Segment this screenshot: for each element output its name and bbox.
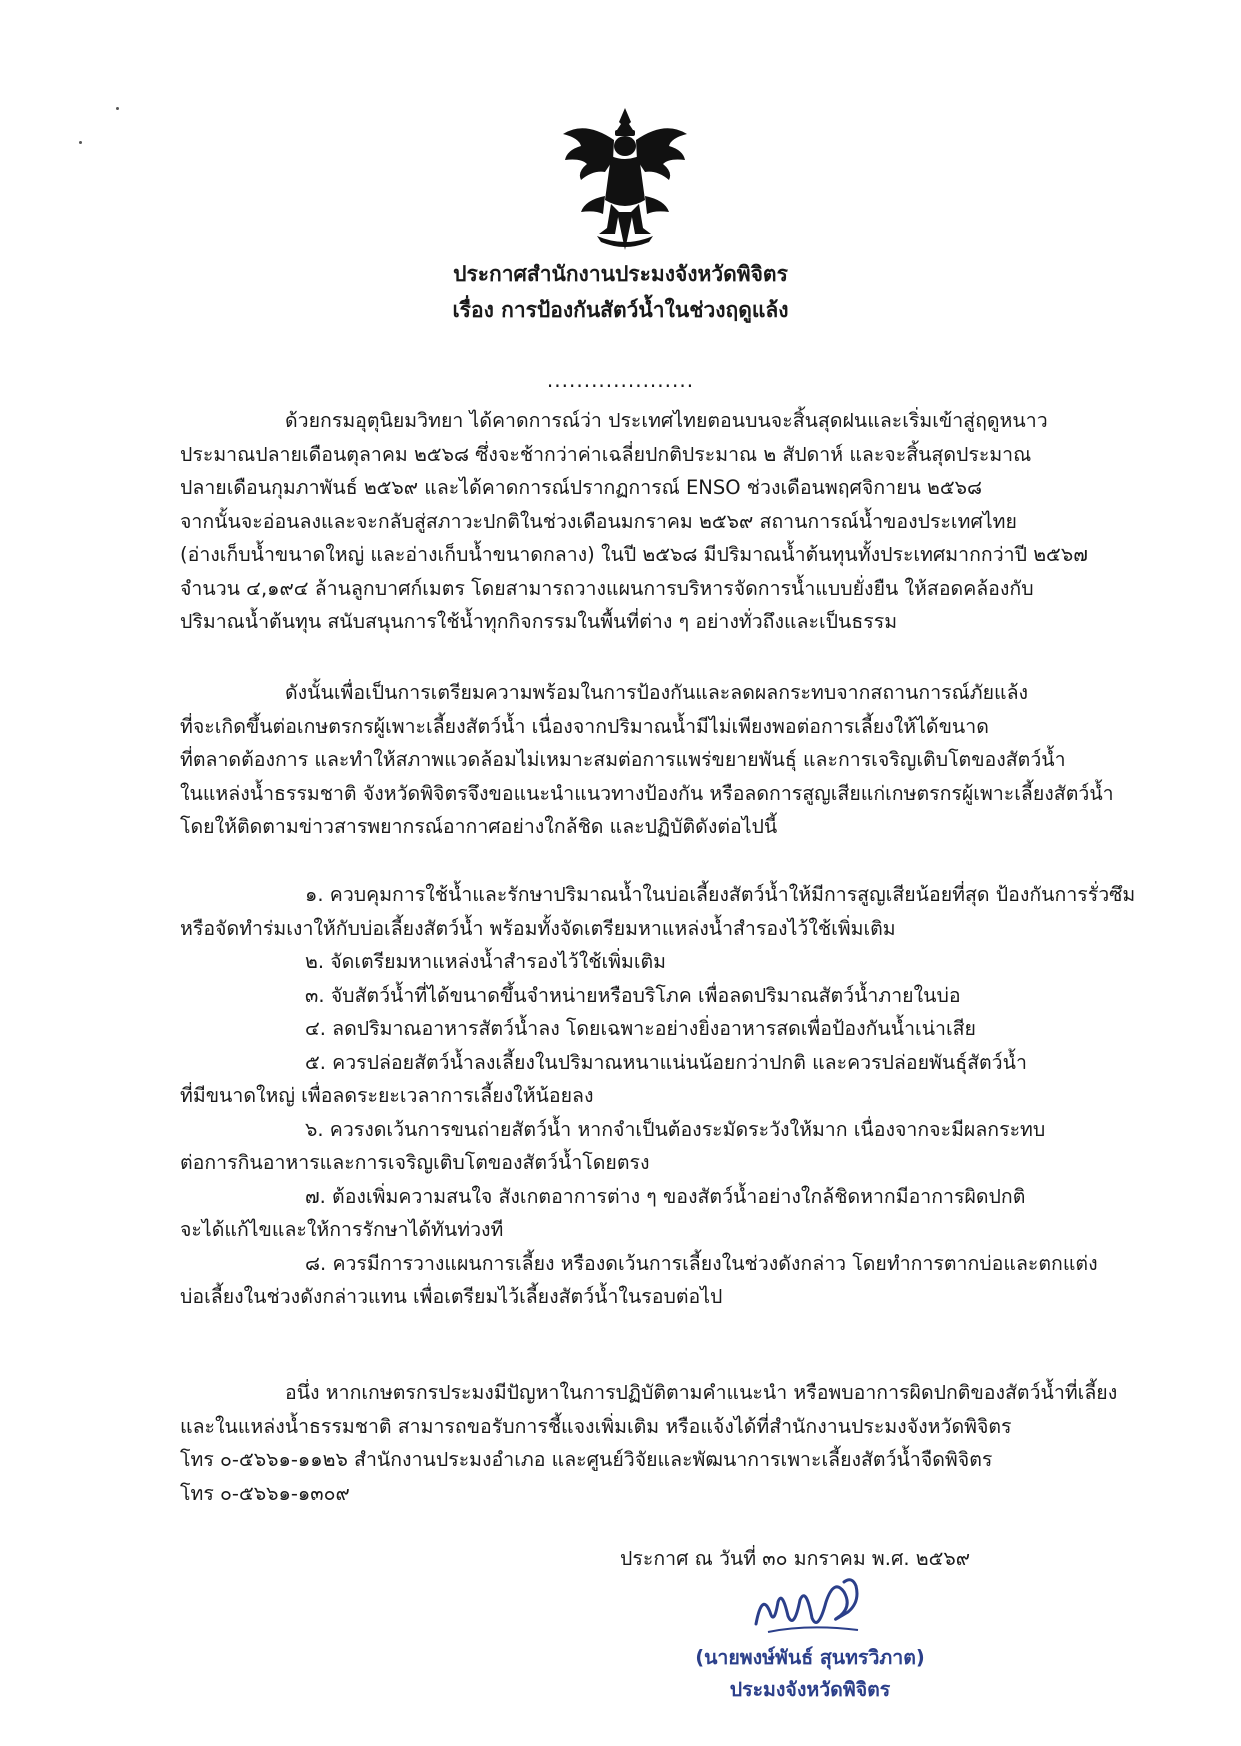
scan-speck — [116, 107, 119, 110]
paragraph-line: จากนั้นจะอ่อนลงและจะกลับสู่สภาวะปกติในช่วงเดือนมกราคม ๒๕๖๙ สถานการณ์น้ำของประเทศไทย — [180, 509, 1017, 533]
list-item: ๓. จับสัตว์น้ำที่ได้ขนาดขึ้นจำหน่ายหรือบริโภค เพื่อลดปริมาณสัตว์น้ำภายในบ่อ — [305, 983, 961, 1007]
paragraph-line: โทร ๐-๕๖๖๑-๑๑๒๖ สำนักงานประมงอำเภอ และศูนย์วิจัยและพัฒนาการเพาะเลี้ยงสัตว์น้ำจืดพิจิตร — [180, 1448, 993, 1471]
paragraph-line: จำนวน ๔,๑๙๔ ล้านลูกบาศก์เมตร โดยสามารถวางแผนการบริหารจัดการน้ำแบบยั่งยืน ให้สอดคล้องกับ — [180, 576, 1034, 600]
list-item: ๔. ลดปริมาณอาหารสัตว์น้ำลง โดยเฉพาะอย่างยิ่งอาหารสดเพื่อป้องกันน้ำเน่าเสีย — [305, 1017, 976, 1040]
paragraph-line: อนึ่ง หากเกษตรกรประมงมีปัญหาในการปฏิบัติตามคำแนะนำ หรือพบอาการผิดปกติของสัตว์น้ำที่เลี้ยง — [285, 1381, 1118, 1404]
garuda-emblem-icon — [555, 100, 695, 260]
scan-speck — [79, 141, 82, 144]
paragraph-line: ปริมาณน้ำต้นทุน สนับสนุนการใช้น้ำทุกกิจกรรมในพื้นที่ต่าง ๆ อย่างทั่วถึงและเป็นธรรม — [180, 610, 898, 633]
list-item: ๗. ต้องเพิ่มความสนใจ สังเกตอาการต่าง ๆ ของสัตว์น้ำอย่างใกล้ชิดหากมีอาการผิดปกติ — [305, 1184, 1026, 1208]
paragraph-line: ปลายเดือนกุมภาพันธ์ ๒๕๖๙ และได้คาดการณ์ปรากฏการณ์ ENSO ช่วงเดือนพฤศจิกายน ๒๕๖๘ — [180, 476, 983, 499]
list-item: ๖. ควรงดเว้นการขนถ่ายสัตว์น้ำ หากจำเป็นต้องระมัดระวังให้มาก เนื่องจากจะมีผลกระทบ — [305, 1117, 1046, 1141]
paragraph-purpose — [180, 676, 1120, 844]
paragraph-line: ด้วยกรมอุตุนิยมวิทยา ได้คาดการณ์ว่า ประเทศไทยตอนบนจะสิ้นสุดฝนและเริ่มเข้าสู่ฤดูหนาว — [285, 409, 1048, 432]
paragraph-line: ที่ตลาดต้องการ และทำให้สภาพแวดล้อมไม่เหมาะสมต่อการแพร่ขยายพันธุ์ และการเจริญเติบโตของสัตว์น้ำ — [180, 748, 1066, 771]
paragraph-line: (อ่างเก็บน้ำขนาดใหญ่ และอ่างเก็บน้ำขนาดกลาง) ในปี ๒๕๖๘ มีปริมาณน้ำต้นทุนทั้งประเทศมากกว่าปี ๒๕๖๗ — [180, 543, 1088, 566]
list-item-continuation: หรือจัดทำร่มเงาให้กับบ่อเลี้ยงสัตว์น้ำ พร้อมทั้งจัดเตรียมหาแหล่งน้ำสำรองไว้ใช้เพิ่มเติม — [180, 916, 896, 940]
list-item-continuation: ที่มีขนาดใหญ่ เพื่อลดระยะเวลาการเลี้ยงให้น้อยลง — [180, 1084, 594, 1107]
announcement-title: ประกาศสำนักงานประมงจังหวัดพิจิตร — [453, 262, 788, 286]
title-separator: .................... — [546, 368, 695, 392]
paragraph-line: และในแหล่งน้ำธรรมชาติ สามารถขอรับการชี้แจงเพิ่มเติม หรือแจ้งได้ที่สำนักงานประมงจังหวัดพิจิตร — [180, 1414, 1012, 1438]
signature-icon — [748, 1572, 878, 1642]
paragraph-line: โดยให้ติดตามข่าวสารพยากรณ์อากาศอย่างใกล้ชิด และปฏิบัติดังต่อไปนี้ — [180, 815, 778, 838]
list-item: ๘. ควรมีการวางแผนการเลี้ยง หรืองดเว้นการเลี้ยงในช่วงดังกล่าว โดยทำการตากบ่อและตกแต่ง — [305, 1251, 1098, 1275]
announcement-subject: เรื่อง การป้องกันสัตว์น้ำในช่วงฤดูแล้ง — [452, 298, 789, 322]
recommendation-list — [180, 878, 1136, 1314]
announcement-date: ประกาศ ณ วันที่ ๓๐ มกราคม พ.ศ. ๒๕๖๙ — [620, 1547, 970, 1570]
signer-title: ประมงจังหวัดพิจิตร — [729, 1678, 891, 1701]
paragraph-line: ที่จะเกิดขึ้นต่อเกษตรกรผู้เพาะเลี้ยงสัตว์น้ำ เนื่องจากปริมาณน้ำมีไม่เพียงพอต่อการเลี้ยงให้ได้ขนาด — [180, 714, 989, 738]
paragraph-line: โทร ๐-๕๖๖๑-๑๓๐๙ — [180, 1481, 350, 1505]
list-item-continuation: บ่อเลี้ยงในช่วงดังกล่าวแทน เพื่อเตรียมไว้เลี้ยงสัตว์น้ำในรอบต่อไป — [180, 1285, 723, 1308]
list-item: ๕. ควรปล่อยสัตว์น้ำลงเลี้ยงในปริมาณหนาแน่นน้อยกว่าปกติ และควรปล่อยพันธุ์สัตว์น้ำ — [305, 1050, 1027, 1074]
list-item-continuation: จะได้แก้ไขและให้การรักษาได้ทันท่วงที — [180, 1218, 504, 1241]
paragraph-contact — [180, 1376, 1120, 1510]
paragraph-line: ประมาณปลายเดือนตุลาคม ๒๕๖๘ ซึ่งจะช้ากว่าค่าเฉลี่ยปกติประมาณ ๒ สัปดาห์ และจะสิ้นสุดประมาณ — [180, 442, 1032, 466]
list-item: ๒. จัดเตรียมหาแหล่งน้ำสำรองไว้ใช้เพิ่มเติม — [305, 950, 667, 973]
signature-block — [660, 1642, 960, 1706]
paragraph-background — [180, 404, 1120, 639]
paragraph-line: ดังนั้นเพื่อเป็นการเตรียมความพร้อมในการป้องกันและลดผลกระทบจากสถานการณ์ภัยแล้ง — [285, 681, 1029, 704]
list-item-continuation: ต่อการกินอาหารและการเจริญเติบโตของสัตว์น้ำโดยตรง — [180, 1151, 650, 1174]
list-item: ๑. ควบคุมการใช้น้ำและรักษาปริมาณน้ำในบ่อเลี้ยงสัตว์น้ำให้มีการสูญเสียน้อยที่สุด ป้องกันการรั่วซึม — [305, 883, 1136, 906]
signer-name: (นายพงษ์พันธ์ สุนทรวิภาต) — [695, 1646, 925, 1669]
paragraph-line: ในแหล่งน้ำธรรมชาติ จังหวัดพิจิตรจึงขอแนะนำแนวทางป้องกัน หรือลดการสูญเสียแก่เกษตรกรผู้เพาะเลี้ยงสัตว์น้ำ — [180, 781, 1114, 805]
